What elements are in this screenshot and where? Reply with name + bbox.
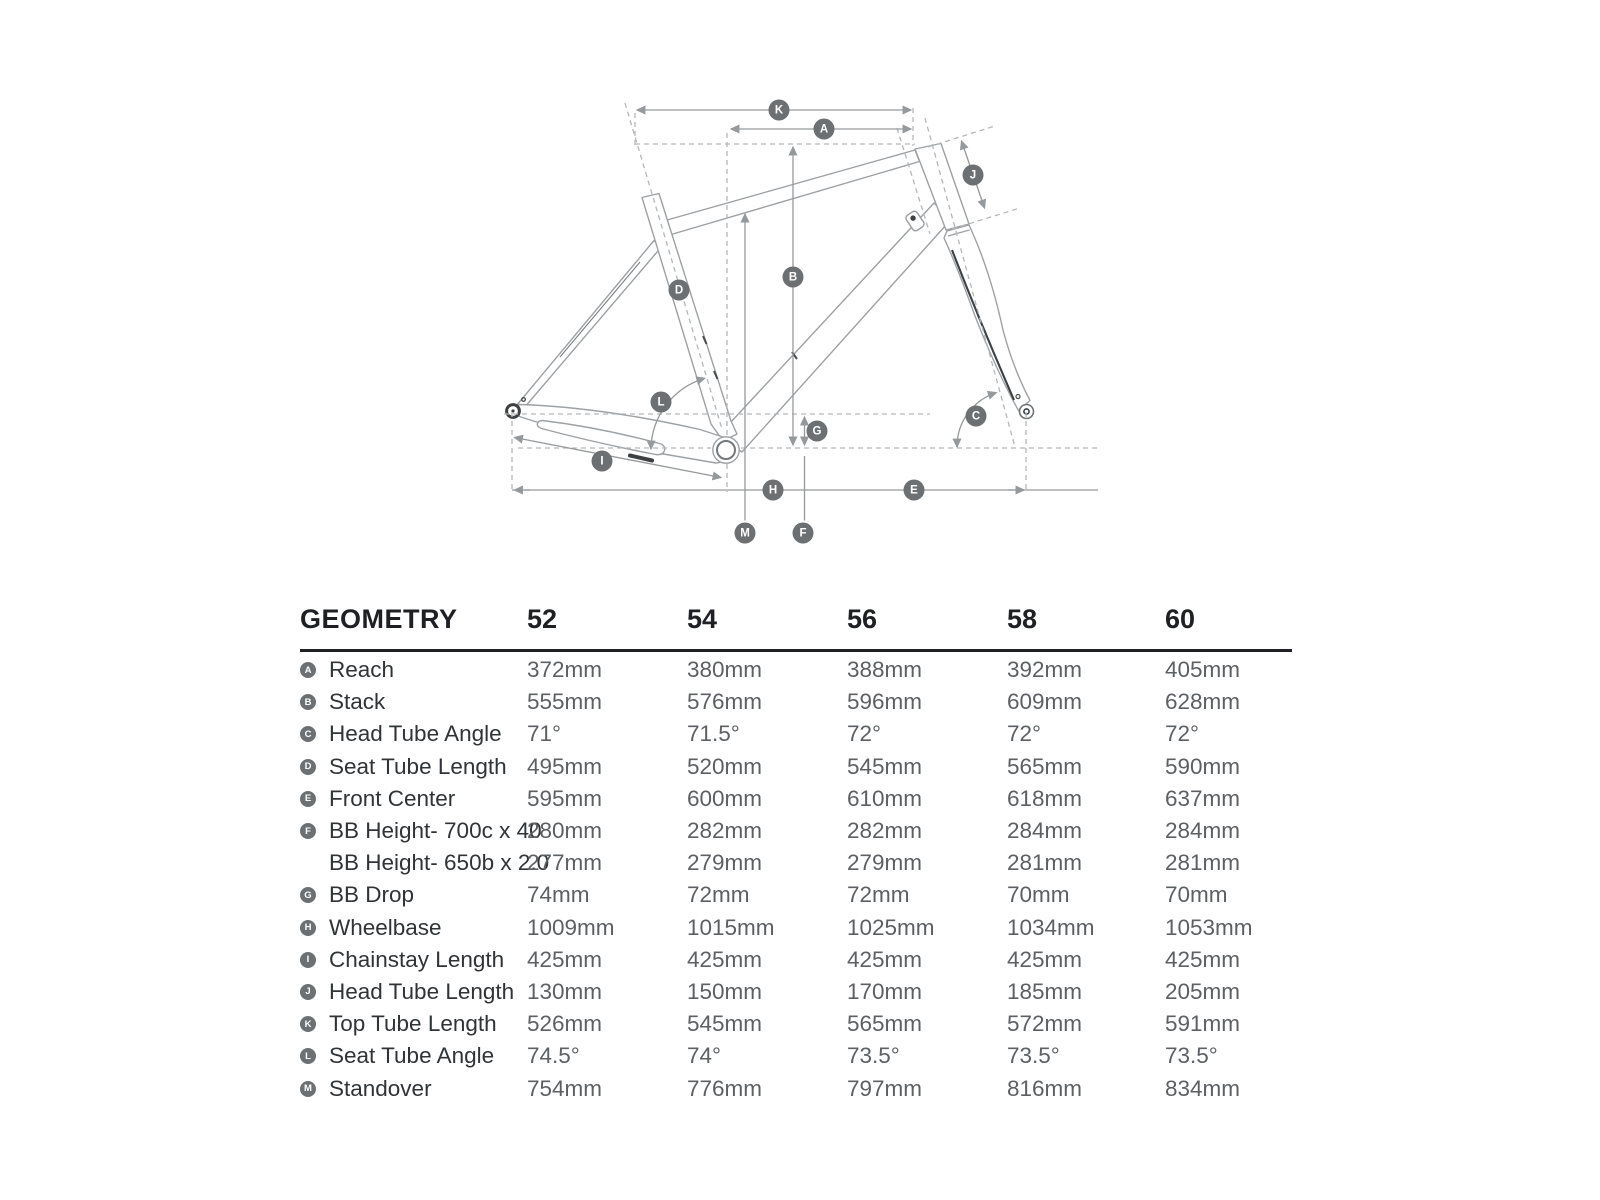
table-row	[300, 847, 1300, 879]
geometry-table	[300, 585, 1300, 1105]
seat-stay-accent	[560, 262, 640, 357]
diagram-label-D: D	[669, 280, 690, 301]
row-value: 1009mm	[527, 914, 615, 940]
top-tube	[660, 150, 920, 236]
row-label: BB Height- 650b x 2.0	[329, 850, 550, 876]
diagram-label-A: A	[814, 119, 835, 140]
row-value: 130mm	[527, 978, 603, 1004]
row-value: 74mm	[527, 882, 590, 908]
table-row	[300, 654, 1300, 686]
row-value: 545mm	[687, 1011, 763, 1037]
row-label-cell	[300, 657, 527, 683]
row-value: 282mm	[687, 818, 763, 844]
row-value: 170mm	[847, 978, 923, 1004]
diagram-label-J: J	[963, 165, 984, 186]
row-value: 425mm	[527, 946, 603, 972]
row-value: 495mm	[527, 753, 603, 779]
diagram-label-G: G	[807, 421, 828, 442]
row-value: 392mm	[1007, 657, 1083, 683]
row-value: 754mm	[527, 1075, 603, 1101]
table-row	[300, 686, 1300, 718]
row-label-cell	[300, 850, 550, 876]
row-value: 277mm	[527, 850, 603, 876]
row-value: 1034mm	[1007, 914, 1095, 940]
row-value: 372mm	[527, 657, 603, 683]
row-value: 72°	[1165, 721, 1200, 747]
row-label-cell	[300, 1011, 527, 1037]
row-letter-badge: H	[300, 920, 316, 936]
row-value: 74°	[687, 1043, 722, 1069]
row-value: 380mm	[687, 657, 763, 683]
row-label-cell	[300, 786, 527, 812]
row-label: BB Drop	[329, 882, 415, 908]
table-header-row	[300, 585, 1300, 649]
row-label-cell	[300, 689, 527, 715]
diagram-label-H: H	[763, 480, 784, 501]
row-label-cell	[300, 818, 542, 844]
row-value: 72mm	[847, 882, 910, 908]
row-value: 776mm	[687, 1075, 763, 1101]
row-value: 555mm	[527, 689, 603, 715]
row-value: 595mm	[527, 785, 603, 811]
row-letter-badge: L	[300, 1048, 316, 1064]
row-label: Wheelbase	[329, 914, 442, 940]
table-row	[300, 912, 1300, 944]
row-label-cell	[300, 754, 527, 780]
row-label-cell	[300, 721, 527, 747]
diagram-label-F: F	[793, 523, 814, 544]
row-value: 282mm	[847, 818, 923, 844]
row-label: Seat Tube Length	[329, 753, 507, 779]
row-value: 425mm	[1007, 946, 1083, 972]
row-letter-badge: A	[300, 662, 316, 678]
row-value: 576mm	[687, 689, 763, 715]
row-value: 279mm	[687, 850, 763, 876]
row-value: 545mm	[847, 753, 923, 779]
row-value: 279mm	[847, 850, 923, 876]
row-letter-badge: G	[300, 887, 316, 903]
row-value: 637mm	[1165, 785, 1241, 811]
row-label-cell	[300, 882, 527, 908]
table-row	[300, 751, 1300, 783]
row-label: Stack	[329, 689, 386, 715]
row-value: 73.5°	[847, 1043, 900, 1069]
row-letter-badge: K	[300, 1016, 316, 1032]
row-label: Head Tube Length	[329, 978, 515, 1004]
row-label-cell	[300, 979, 527, 1005]
row-value: 816mm	[1007, 1075, 1083, 1101]
table-row	[300, 976, 1300, 1008]
frame-tubes	[507, 144, 1034, 464]
table-row	[300, 879, 1300, 911]
row-label-cell	[300, 947, 527, 973]
row-value: 520mm	[687, 753, 763, 779]
diagram-label-K: K	[769, 100, 790, 121]
table-row	[300, 1072, 1300, 1104]
row-value: 72°	[1007, 721, 1042, 747]
table-row	[300, 718, 1300, 750]
row-value: 73.5°	[1165, 1043, 1218, 1069]
row-value: 70mm	[1165, 882, 1228, 908]
row-letter-badge: M	[300, 1081, 316, 1097]
row-value: 565mm	[847, 1011, 923, 1037]
fork	[944, 225, 1030, 411]
row-value: 572mm	[1007, 1011, 1083, 1037]
diagram-label-L: L	[651, 392, 672, 413]
row-value: 71°	[527, 721, 562, 747]
row-value: 74.5°	[527, 1043, 580, 1069]
row-value: 425mm	[847, 946, 923, 972]
row-label: BB Height- 700c x 40	[329, 818, 542, 844]
row-label: Reach	[329, 657, 395, 683]
row-label-cell	[300, 915, 527, 941]
row-value: 280mm	[527, 818, 603, 844]
table-row	[300, 944, 1300, 976]
row-value: 1015mm	[687, 914, 775, 940]
diagram-label-I: I	[592, 451, 613, 472]
row-letter-badge: B	[300, 694, 316, 710]
row-value: 281mm	[1007, 850, 1083, 876]
table-title: GEOMETRY	[300, 604, 458, 634]
row-value: 284mm	[1165, 818, 1241, 844]
size-column-header: 54	[687, 604, 718, 634]
row-value: 425mm	[1165, 946, 1241, 972]
table-row	[300, 783, 1300, 815]
row-value: 185mm	[1007, 978, 1083, 1004]
row-value: 591mm	[1165, 1011, 1241, 1037]
diagram-label-C: C	[966, 406, 987, 427]
row-value: 834mm	[1165, 1075, 1241, 1101]
row-label: Standover	[329, 1075, 432, 1101]
row-value: 405mm	[1165, 657, 1241, 683]
row-label: Chainstay Length	[329, 946, 505, 972]
row-value: 596mm	[847, 689, 923, 715]
row-value: 72mm	[687, 882, 750, 908]
row-value: 205mm	[1165, 978, 1241, 1004]
row-value: 71.5°	[687, 721, 740, 747]
row-value: 610mm	[847, 785, 923, 811]
row-value: 609mm	[1007, 689, 1083, 715]
row-letter-badge: J	[300, 984, 316, 1000]
row-label-cell	[300, 1043, 527, 1069]
row-letter-badge: F	[300, 823, 316, 839]
row-value: 628mm	[1165, 689, 1241, 715]
size-column-header: 60	[1165, 604, 1196, 634]
row-value: 590mm	[1165, 753, 1241, 779]
size-column-header: 58	[1007, 604, 1038, 634]
row-value: 72°	[847, 721, 882, 747]
down-tube	[718, 203, 951, 452]
diagram-label-E: E	[904, 480, 925, 501]
row-value: 425mm	[687, 946, 763, 972]
seat-stay	[517, 241, 661, 412]
row-value: 73.5°	[1007, 1043, 1060, 1069]
row-value: 1025mm	[847, 914, 935, 940]
row-letter-badge: D	[300, 759, 316, 775]
table-body	[300, 652, 1300, 1105]
row-value: 565mm	[1007, 753, 1083, 779]
row-value: 797mm	[847, 1075, 923, 1101]
row-label: Head Tube Angle	[329, 721, 502, 747]
table-row	[300, 1040, 1300, 1072]
table-row	[300, 815, 1300, 847]
row-letter-badge: C	[300, 726, 316, 742]
row-value: 70mm	[1007, 882, 1070, 908]
table-row	[300, 1008, 1300, 1040]
row-label: Top Tube Length	[329, 1011, 497, 1037]
row-label: Front Center	[329, 785, 456, 811]
row-letter-badge: I	[300, 952, 316, 968]
diagram-label-B: B	[783, 267, 804, 288]
size-column-header: 56	[847, 604, 878, 634]
row-letter-badge: E	[300, 791, 316, 807]
row-value: 281mm	[1165, 850, 1241, 876]
row-label: Seat Tube Angle	[329, 1043, 495, 1069]
row-value: 284mm	[1007, 818, 1083, 844]
row-value: 1053mm	[1165, 914, 1253, 940]
row-value: 150mm	[687, 978, 763, 1004]
row-value: 388mm	[847, 657, 923, 683]
row-value: 526mm	[527, 1011, 603, 1037]
size-column-header: 52	[527, 604, 558, 634]
chainstay-accent	[630, 456, 652, 461]
row-value: 618mm	[1007, 785, 1083, 811]
row-label-cell	[300, 1076, 527, 1102]
row-value: 600mm	[687, 785, 763, 811]
diagram-label-M: M	[735, 523, 756, 544]
